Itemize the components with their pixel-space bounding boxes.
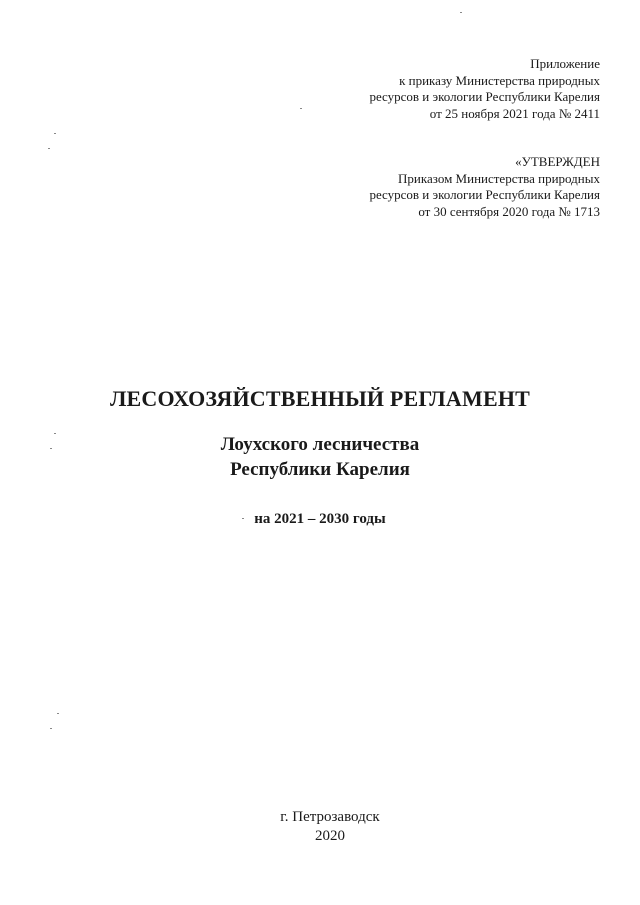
footer-city: г. Петрозаводск	[280, 809, 380, 825]
scan-speck	[57, 713, 59, 714]
scan-speck	[50, 448, 52, 449]
document-footer	[0, 808, 640, 846]
scan-speck	[300, 108, 302, 109]
footer-year: 2020	[315, 828, 345, 844]
approval-line: от 30 сентября 2020 года № 1713	[418, 203, 600, 219]
document-subtitle	[0, 432, 640, 482]
appendix-note	[369, 56, 600, 122]
appendix-line: Приложение	[530, 56, 600, 71]
approval-line: «УТВЕРЖДЕН	[515, 154, 600, 169]
approval-line: Приказом Министерства природных	[398, 170, 600, 186]
approval-line: ресурсов и экологии Республики Карелия	[369, 187, 600, 202]
scan-speck	[242, 518, 244, 519]
scan-speck	[54, 433, 56, 434]
appendix-line: ресурсов и экологии Республики Карелия	[369, 89, 600, 104]
document-period: на 2021 – 2030 годы	[254, 511, 386, 527]
scan-speck	[50, 728, 52, 729]
appendix-line: от 25 ноября 2021 года № 2411	[429, 105, 600, 121]
subtitle-line: Лоухского лесничества	[220, 434, 420, 455]
subtitle-line: Республики Карелия	[230, 459, 410, 480]
document-title: ЛЕСОХОЗЯЙСТВЕННЫЙ РЕГЛАМЕНТ	[109, 386, 531, 411]
scan-speck	[48, 148, 50, 149]
scan-speck	[460, 12, 462, 13]
appendix-line: к приказу Министерства природных	[399, 72, 600, 88]
scan-speck	[54, 133, 56, 134]
approval-note	[369, 154, 600, 220]
